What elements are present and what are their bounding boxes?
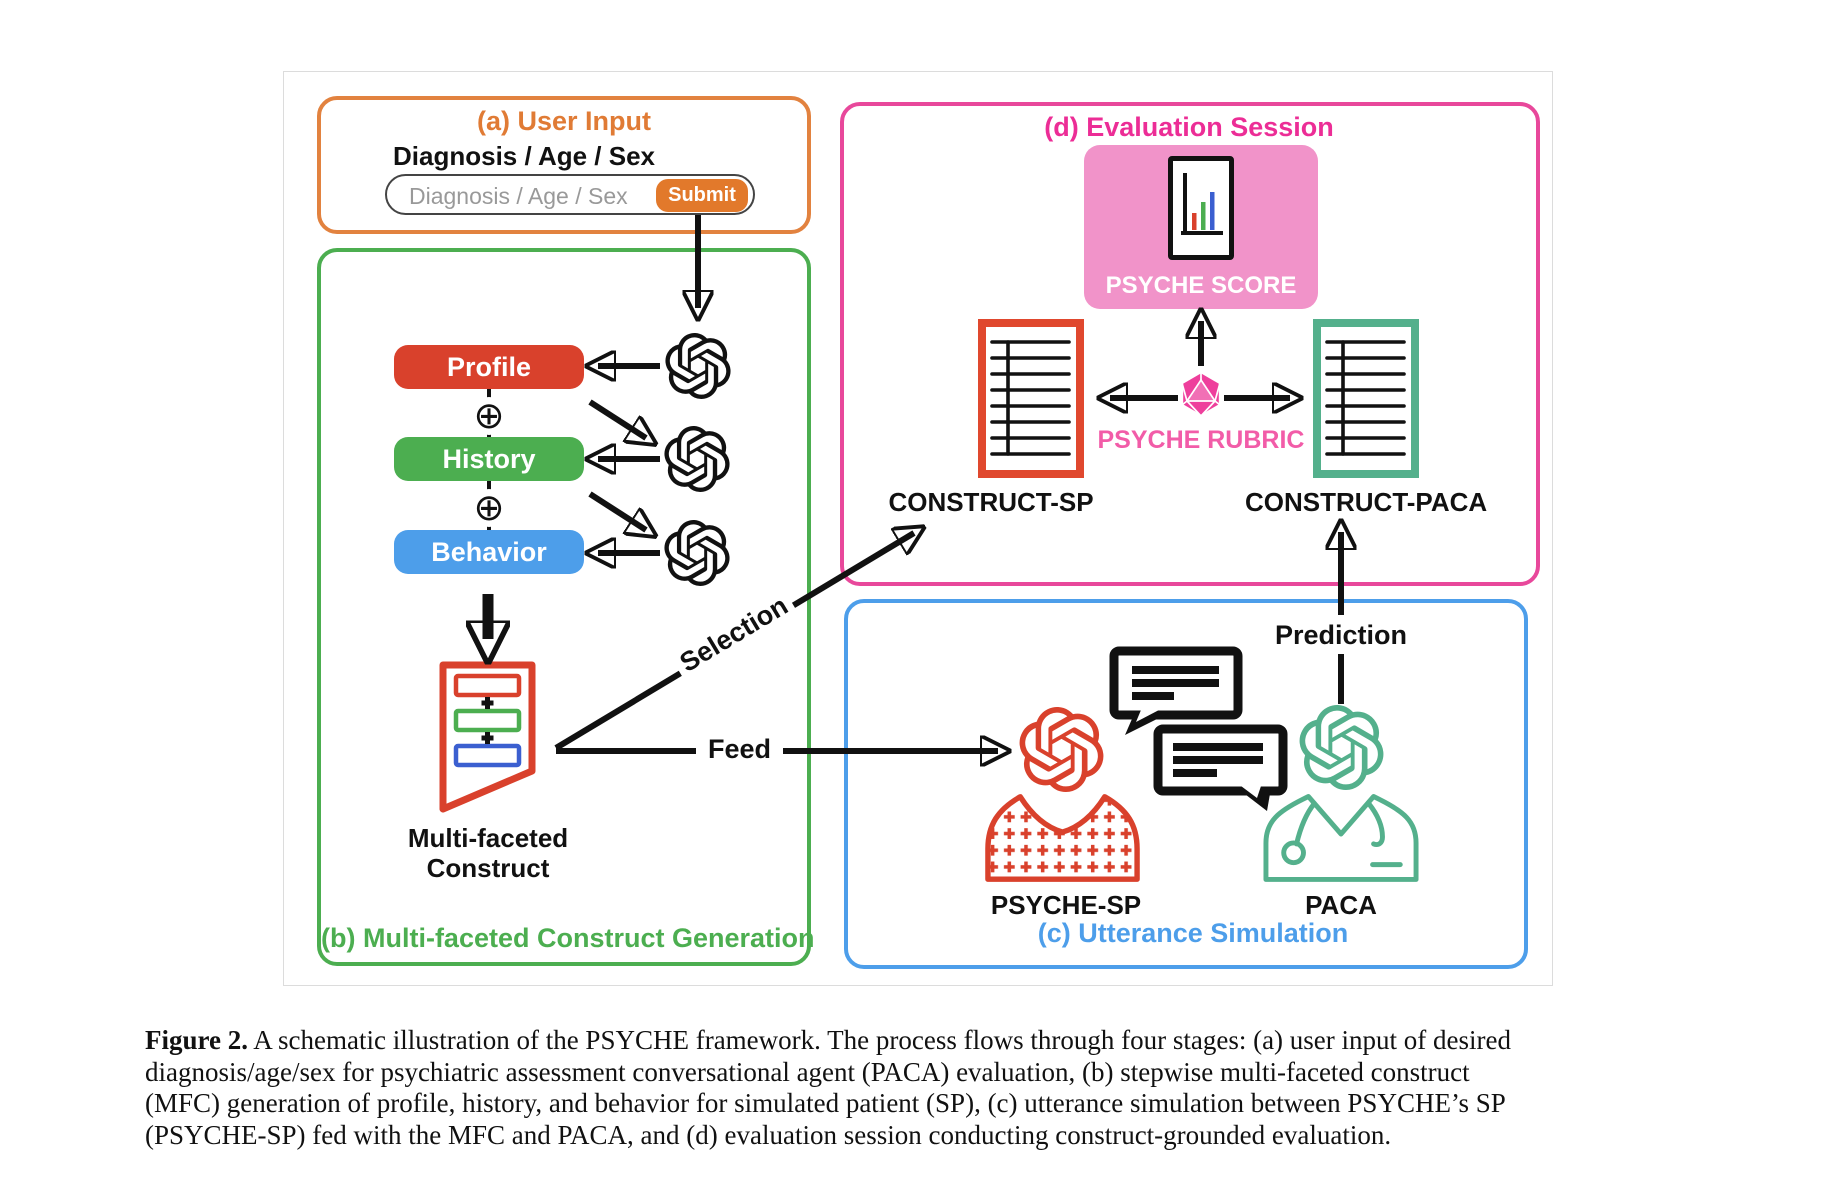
history-pill: History xyxy=(394,437,584,481)
openai-logo-icon xyxy=(665,333,731,399)
behavior-pill: Behavior xyxy=(394,530,584,574)
panel-user-input xyxy=(317,96,811,234)
diagnosis-input-placeholder: Diagnosis / Age / Sex xyxy=(409,183,628,209)
openai-logo-icon xyxy=(1299,705,1384,790)
selection-edge-label: Selection xyxy=(669,587,798,682)
construct-caption: Multi-faceted Construct xyxy=(407,823,569,883)
submit-button: Submit xyxy=(656,179,748,212)
panel-b-title: (b) Multi-faceted Construct Generation xyxy=(321,923,815,953)
construct-paca-table-icon xyxy=(1313,319,1419,478)
prediction-edge-label: Prediction xyxy=(1256,620,1426,651)
construct-sp-table-icon xyxy=(978,319,1084,478)
panel-d-title: (d) Evaluation Session xyxy=(1044,112,1334,142)
openai-logo-icon xyxy=(1019,707,1104,792)
psyche-rubric-label: PSYCHE RUBRIC xyxy=(1097,426,1305,454)
caption-line-4: (PSYCHE-SP) fed with the MFC and PACA, and (d) evaluation session conducting construct-grounded evaluation. xyxy=(145,1119,1392,1150)
user-input-heading: Diagnosis / Age / Sex xyxy=(393,141,656,171)
figure-caption xyxy=(145,1025,1725,1151)
bar-chart-doc-icon xyxy=(1168,156,1234,260)
feed-edge-label: Feed xyxy=(696,734,783,765)
construct-sp-label: CONSTRUCT-SP xyxy=(888,487,1094,517)
patient-sweater-icon xyxy=(984,791,1141,883)
paca-label: PACA xyxy=(1305,890,1377,920)
panel-a-title: (a) User Input xyxy=(476,106,651,136)
profile-pill: Profile xyxy=(394,345,584,389)
psyche-score-label: PSYCHE SCORE xyxy=(1105,272,1297,299)
caption-line-1: Figure 2. A schematic illustration of the PSYCHE framework. The process flows through four stages: (a) user input of desired xyxy=(145,1025,1511,1055)
psyche-rubric-die-icon xyxy=(1178,370,1224,418)
caption-line-3: (MFC) generation of profile, history, and behavior for simulated patient (SP), (c) utterance simulation between PSYCHE’s SP xyxy=(145,1088,1506,1118)
doctor-gown-icon xyxy=(1262,791,1420,883)
multi-faceted-construct-icon xyxy=(439,661,536,814)
openai-logo-icon xyxy=(664,520,730,586)
diagnosis-input xyxy=(385,174,755,215)
openai-logo-icon xyxy=(664,426,730,492)
circled-plus-icon: ⊕ xyxy=(470,397,508,435)
psyche-score-card xyxy=(1084,145,1318,309)
panel-c-title: (c) Utterance Simulation xyxy=(1037,918,1349,948)
construct-paca-label: CONSTRUCT-PACA xyxy=(1245,487,1488,517)
psyche-sp-label: PSYCHE-SP xyxy=(990,890,1142,920)
circled-plus-icon: ⊕ xyxy=(470,489,508,527)
figure-canvas xyxy=(283,71,1553,986)
caption-line-2: diagnosis/age/sex for psychiatric assessment conversational agent (PACA) evaluation, (b) stepwise multi-faceted construct xyxy=(145,1056,1470,1087)
figure-number: Figure 2. xyxy=(145,1025,248,1055)
